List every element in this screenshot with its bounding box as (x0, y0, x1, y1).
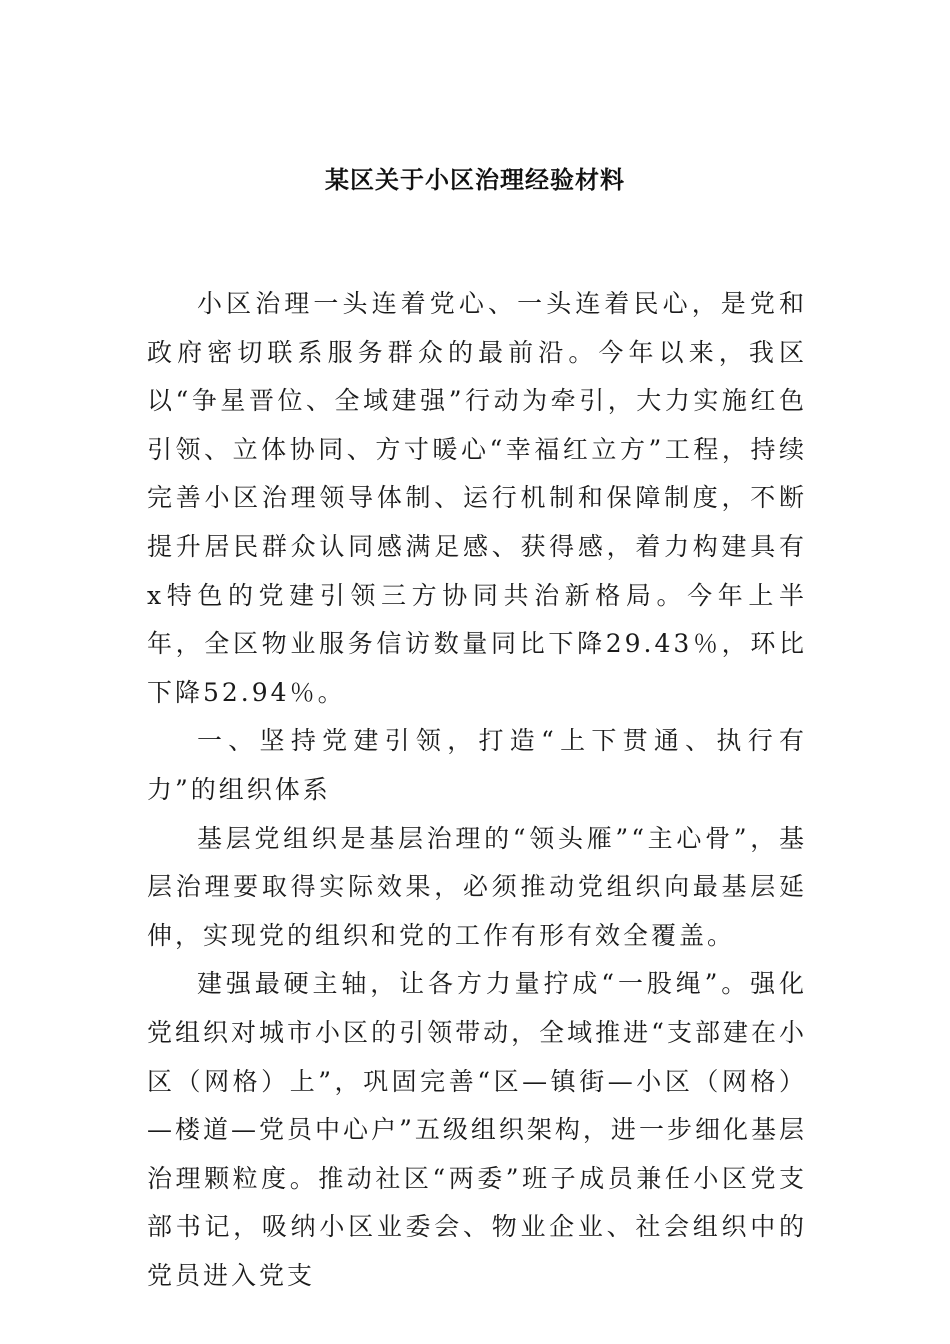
document-body (147, 280, 807, 1300)
section-heading-1: 一、坚持党建引领，打造“上下贯通、执行有力”的组织体系 (147, 726, 807, 804)
paragraph-intro: 小区治理一头连着党心、一头连着民心，是党和政府密切联系服务群众的最前沿。今年以来，我区以“争星晋位、全域建强”行动为牵引，大力实施红色引领、立体协同、方寸暖心“幸福红立方”工程，持续完善小区治理领导体制、运行机制和保障制度，不断提升居民群众认同感满足感、获得感，着力构建具有x特色的党建引领三方协同共治新格局。今年上半年，全区物业服务信访数量同比下降29.43％，环比下降52.94％。 (147, 289, 807, 707)
paragraph-section-1-intro: 基层党组织是基层治理的“领头雁”“主心骨”，基层治理要取得实际效果，必须推动党组织向最基层延伸，实现党的组织和党的工作有形有效全覆盖。 (147, 823, 807, 950)
document-title: 某区关于小区治理经验材料 (325, 166, 625, 194)
paragraph-section-1-point-1: 建强最硬主轴，让各方力量拧成“一股绳”。强化党组织对城市小区的引领带动，全域推进“支部建在小区（网格）上”，巩固完善“区—镇街—小区（网格）—楼道—党员中心户”五级组织架构，进一步细化基层治理颗粒度。推动社区“两委”班子成员兼任小区党支部书记，吸纳小区业委会、物业企业、社会组织中的党员进入党支 (147, 969, 807, 1290)
